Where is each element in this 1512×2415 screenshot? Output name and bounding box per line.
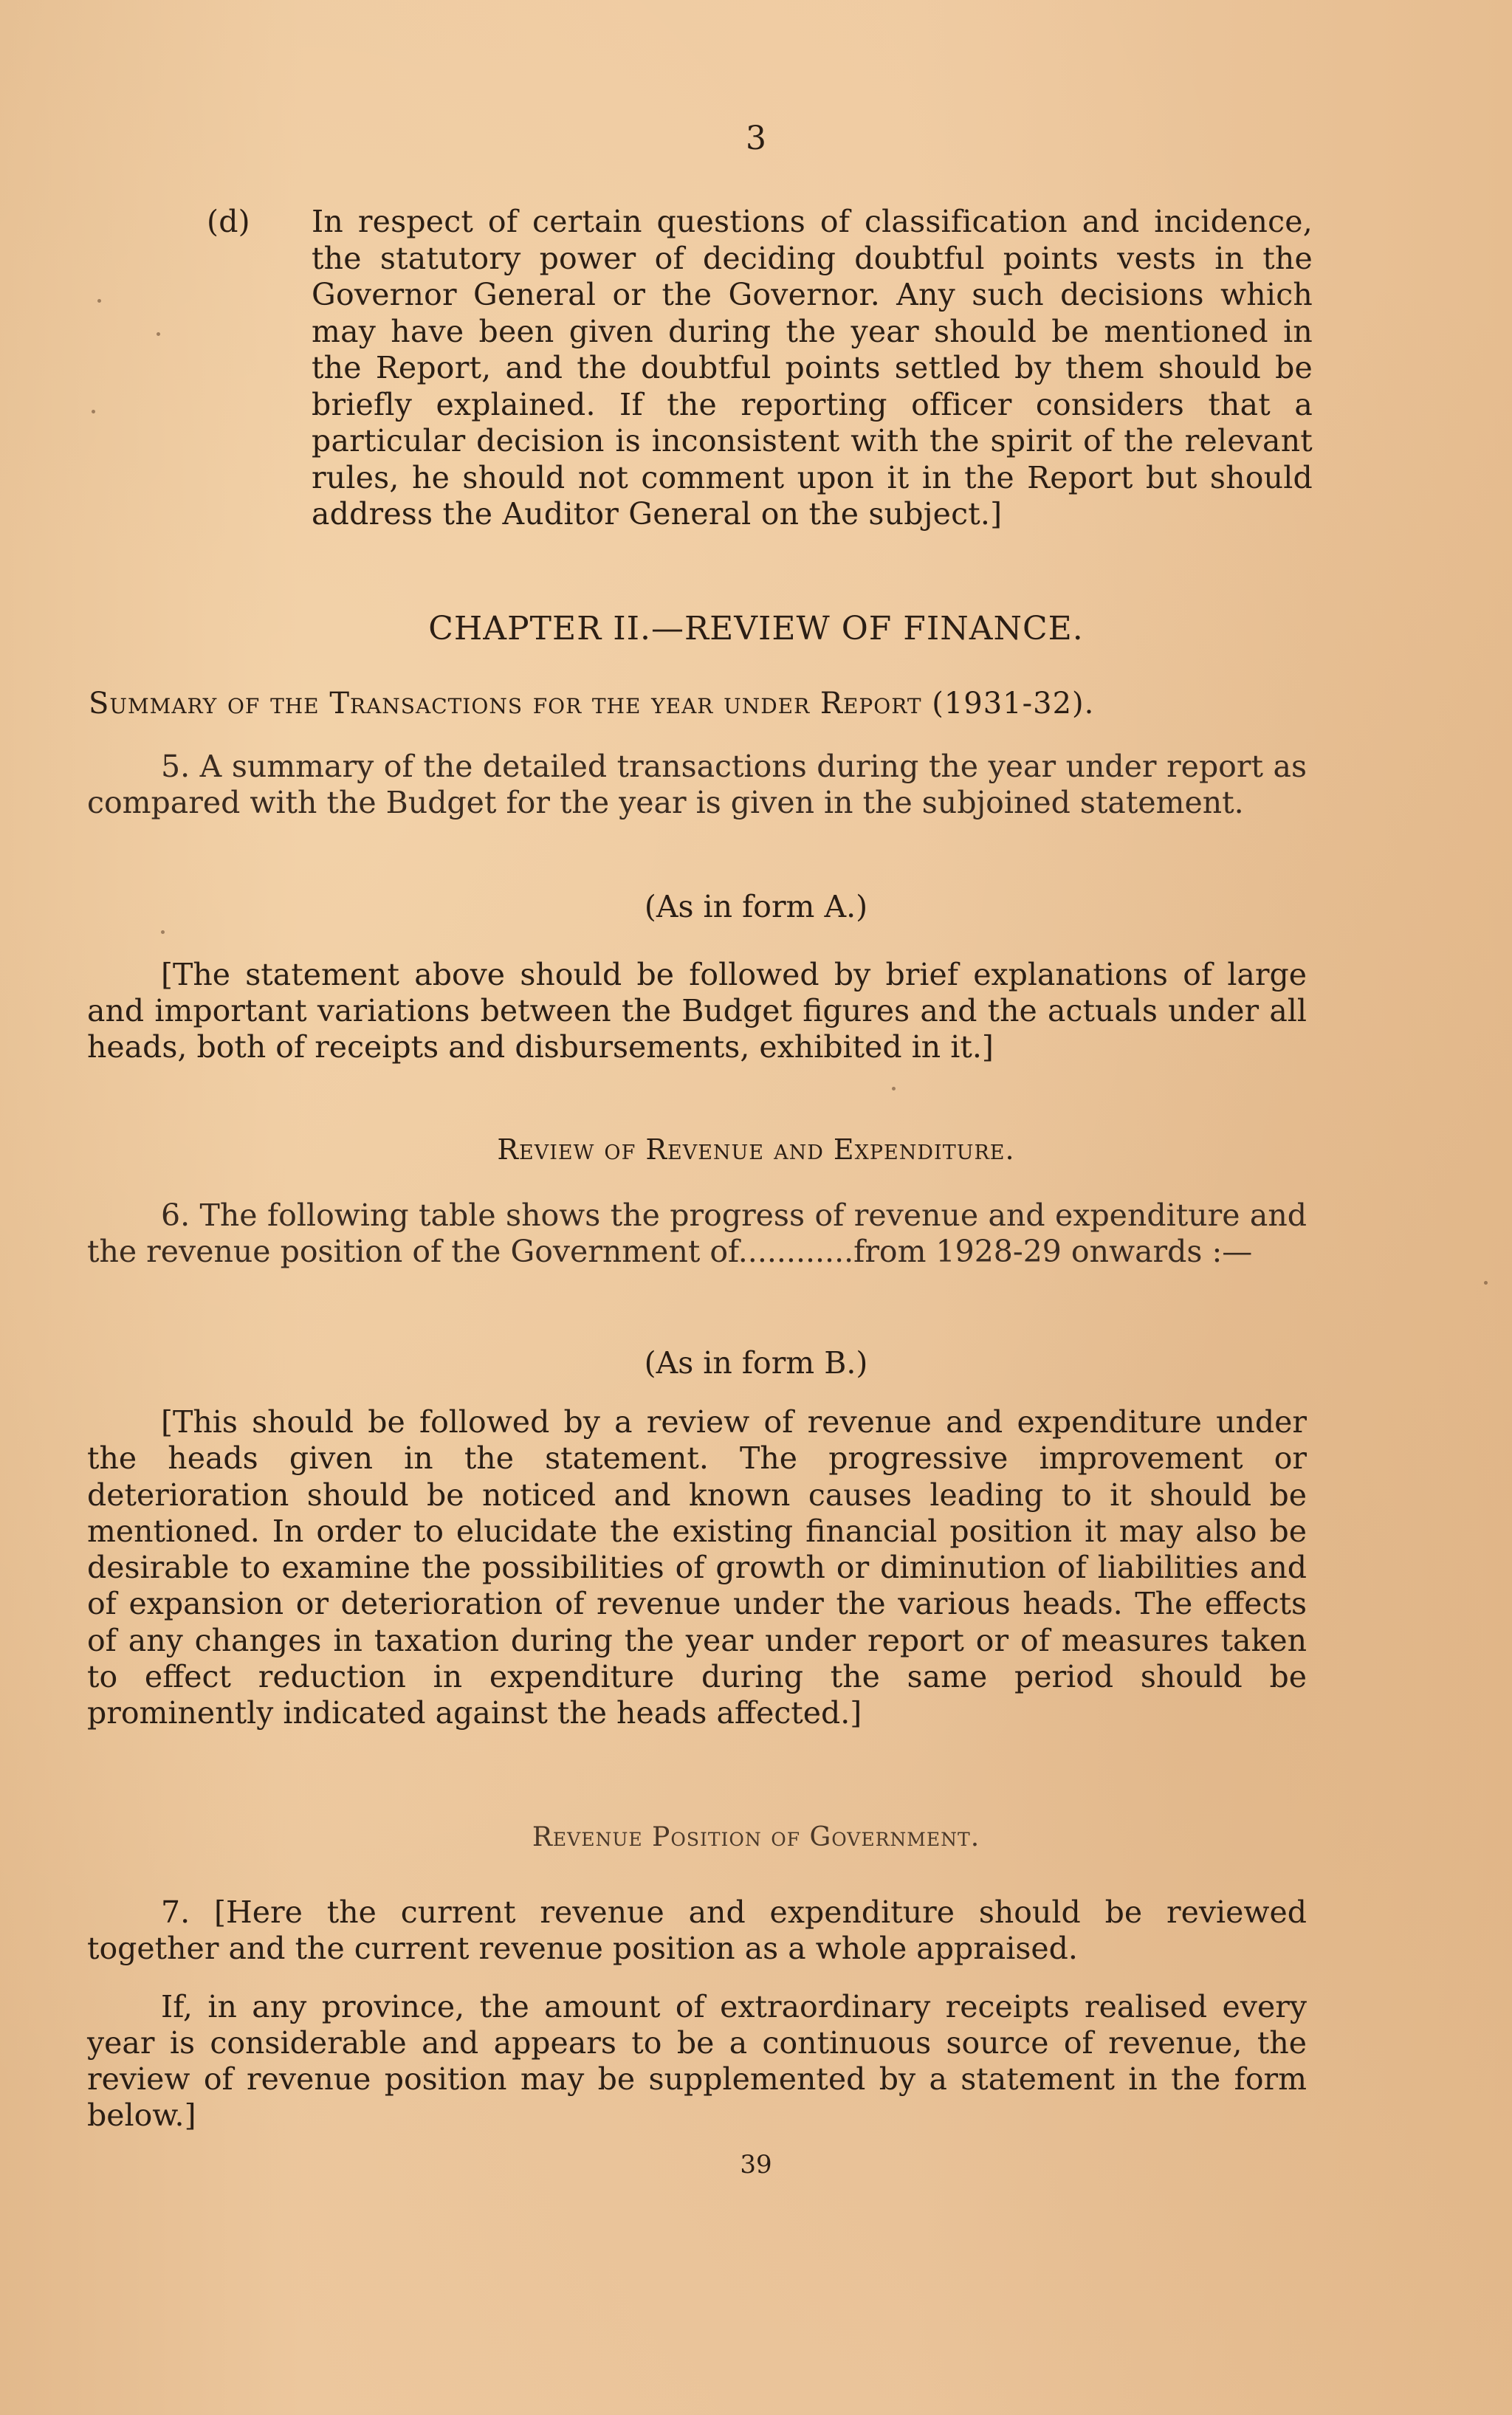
paragraph-5 bbox=[87, 749, 1307, 821]
paragraph-6-text: 6. The following table shows the progress of revenue and expenditure and the revenue position of the Government of............from 1928-29 onwards :— bbox=[87, 1198, 1307, 1269]
paragraph-d-label: (d) bbox=[207, 204, 250, 239]
paragraph-5-text: 5. A summary of the detailed transactions during the year under report as compared with the Budget for the year is given in the subjoined statement. bbox=[87, 749, 1307, 820]
paragraph-8-text: If, in any province, the amount of extraordinary receipts realised every year is considerable and appears to be a continuous source of revenue, the review of revenue position may be supplemented by a statement in the form below.] bbox=[87, 1989, 1307, 2133]
paragraph-7-text: 7. [Here the current revenue and expenditure should be reviewed together and the current revenue position as a whole appraised. bbox=[87, 1894, 1307, 1966]
note-statement-explanations bbox=[87, 957, 1307, 1065]
review-heading: Review of Revenue and Expenditure. bbox=[497, 1133, 1015, 1166]
paragraph-d-text: In respect of certain questions of classification and incidence, the statutory power of deciding doubtful points vests in the Governor General or the Governor. Any such decisions which may have been given during the year should be mentioned in the Report, and the doubtful points settled by them should be briefly explained. If the reporting officer considers that a particular decision is inconsistent with the spirit of the relevant rules, he should not comment upon it in the Report but should address the Auditor General on the subject.] bbox=[312, 204, 1313, 532]
chapter-heading: CHAPTER II.—REVIEW OF FINANCE. bbox=[428, 610, 1084, 647]
bottom-page-number: 39 bbox=[740, 2150, 772, 2179]
page-number: 3 bbox=[746, 120, 766, 157]
paragraph-d bbox=[207, 204, 1313, 533]
summary-heading: Summary of the Transactions for the year under Report (1931-32). bbox=[89, 687, 1095, 721]
paragraph-6 bbox=[87, 1198, 1307, 1270]
note-review-revenue-text: [This should be followed by a review of revenue and expenditure under the heads given in the statement. The progressive improvement or deterioration should be noticed and known causes leading to it should be mentioned. In order to elucidate the existing financial position it may also be desirable to examine the possibilities of growth or diminution of liabilities and of expansion or deterioration of revenue under the various heads. The effects of any changes in taxation during the year under report or of measures taken to effect reduction in expenditure during the same period should be prominently indicated against the heads affected.] bbox=[87, 1404, 1307, 1731]
form-a-reference: (As in form A.) bbox=[644, 889, 868, 924]
paragraph-8 bbox=[87, 1989, 1307, 2134]
revenue-position-heading: Revenue Position of Government. bbox=[532, 1822, 980, 1852]
paragraph-7 bbox=[87, 1894, 1307, 1967]
note-review-revenue bbox=[87, 1404, 1307, 1732]
form-b-reference: (As in form B.) bbox=[644, 1345, 868, 1381]
note-statement-explanations-text: [The statement above should be followed by brief explanations of large and important variations between the Budget figures and the actuals under all heads, both of receipts and disbursements, exhibited in it.] bbox=[87, 957, 1307, 1065]
